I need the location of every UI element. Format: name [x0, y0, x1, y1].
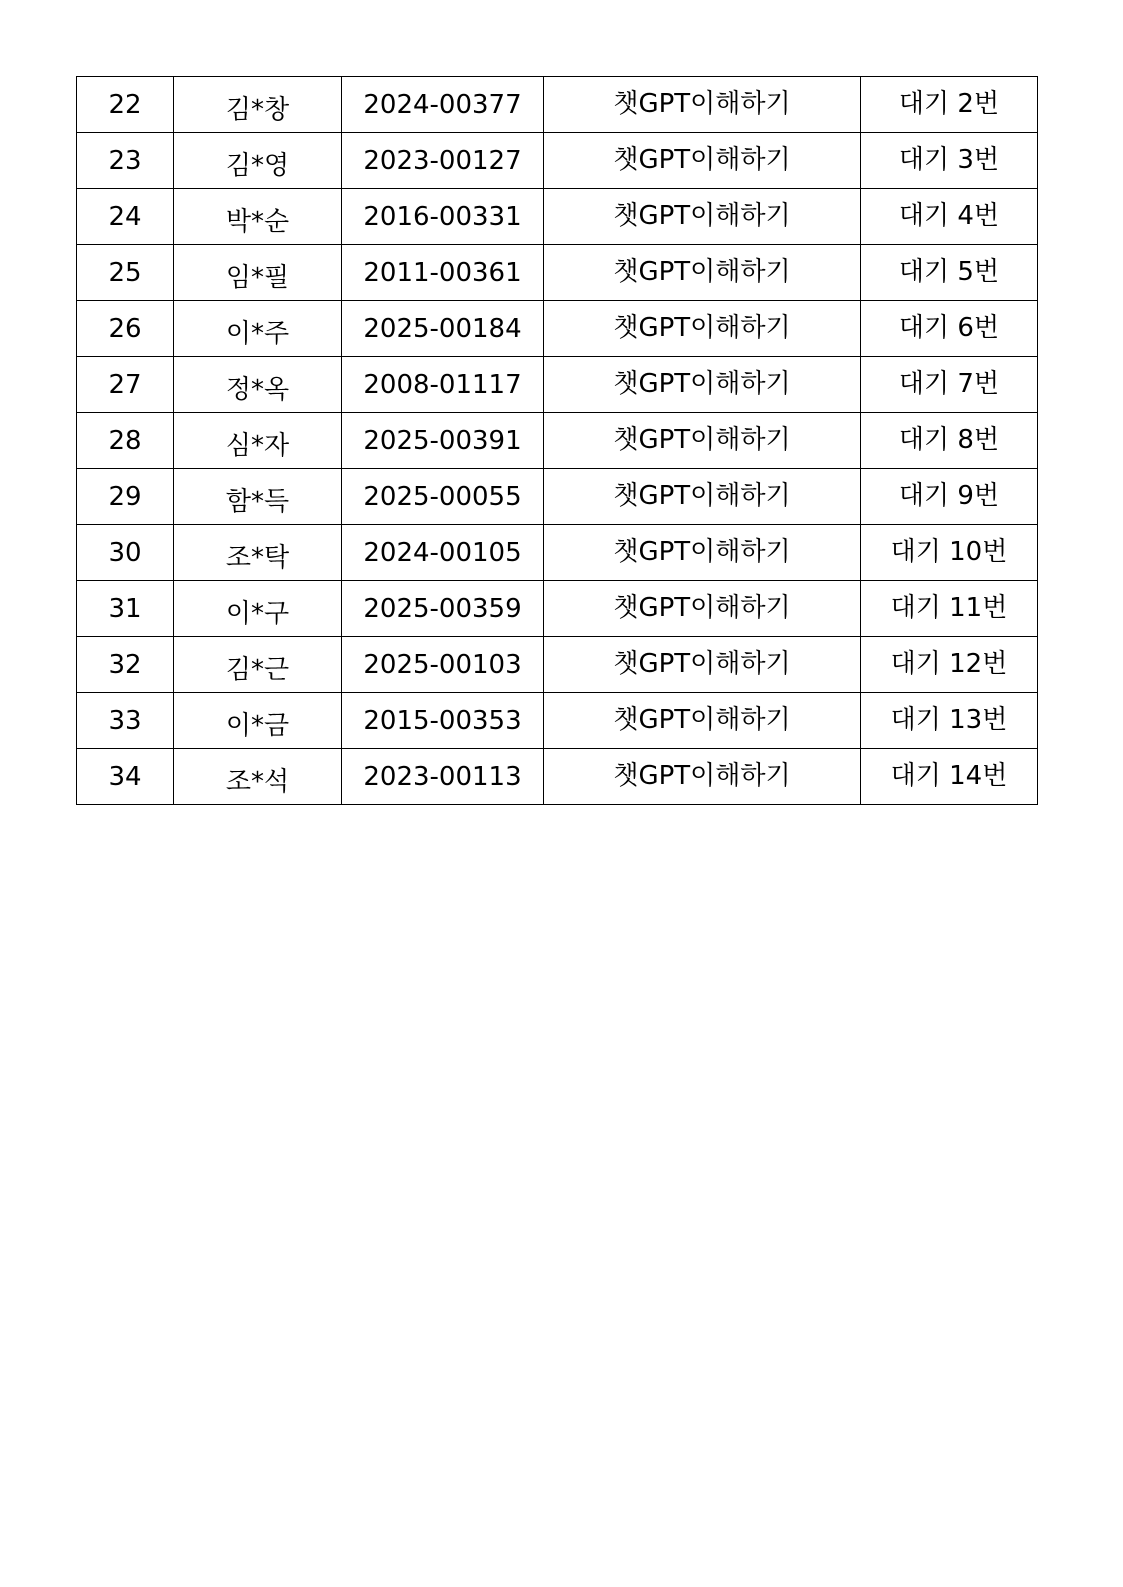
table-row	[77, 77, 1038, 133]
row-number-cell	[77, 525, 174, 581]
row-number: 32	[108, 649, 142, 680]
course-name: 챗GPT이해하기	[613, 424, 791, 455]
waitlist-status: 대기 8번	[898, 424, 1000, 455]
member-id-cell	[342, 581, 544, 637]
row-number-cell	[77, 357, 174, 413]
course-cell	[544, 77, 861, 133]
member-id-cell	[342, 77, 544, 133]
row-number-cell	[77, 469, 174, 525]
member-id-cell	[342, 357, 544, 413]
waitlist-status: 대기 5번	[898, 256, 1000, 287]
course-name: 챗GPT이해하기	[613, 144, 791, 175]
member-name: 조*석	[225, 766, 290, 797]
table-row	[77, 189, 1038, 245]
name-cell	[174, 245, 342, 301]
status-cell	[861, 245, 1038, 301]
member-id: 2023-00113	[363, 761, 522, 792]
member-name: 임*필	[225, 262, 290, 293]
name-cell	[174, 469, 342, 525]
member-name: 이*금	[225, 710, 290, 741]
member-name: 정*옥	[225, 374, 290, 405]
waitlist-status: 대기 10번	[890, 536, 1008, 567]
member-id-cell	[342, 133, 544, 189]
member-name: 함*득	[225, 486, 290, 517]
status-cell	[861, 469, 1038, 525]
member-name: 조*탁	[225, 542, 290, 573]
member-id-cell	[342, 637, 544, 693]
course-cell	[544, 413, 861, 469]
course-cell	[544, 245, 861, 301]
waitlist-status: 대기 12번	[890, 648, 1008, 679]
member-id-cell	[342, 469, 544, 525]
waitlist-status: 대기 14번	[890, 760, 1008, 791]
waitlist-status: 대기 3번	[898, 144, 1000, 175]
waitlist-status: 대기 6번	[898, 312, 1000, 343]
row-number-cell	[77, 637, 174, 693]
course-name: 챗GPT이해하기	[613, 592, 791, 623]
row-number: 24	[108, 201, 142, 232]
member-id-cell	[342, 189, 544, 245]
course-name: 챗GPT이해하기	[613, 704, 791, 735]
name-cell	[174, 637, 342, 693]
member-id: 2023-00127	[363, 145, 522, 176]
status-cell	[861, 749, 1038, 805]
member-name: 김*창	[225, 94, 290, 125]
waitlist-status: 대기 7번	[898, 368, 1000, 399]
course-cell	[544, 693, 861, 749]
course-cell	[544, 301, 861, 357]
row-number-cell	[77, 245, 174, 301]
member-id-cell	[342, 693, 544, 749]
course-cell	[544, 581, 861, 637]
row-number: 30	[108, 537, 142, 568]
member-name: 김*근	[225, 654, 290, 685]
member-id-cell	[342, 413, 544, 469]
member-id-cell	[342, 301, 544, 357]
course-name: 챗GPT이해하기	[613, 760, 791, 791]
member-id-cell	[342, 525, 544, 581]
member-id: 2008-01117	[363, 369, 522, 400]
course-cell	[544, 749, 861, 805]
table-row	[77, 693, 1038, 749]
member-id: 2025-00103	[363, 649, 522, 680]
member-id-cell	[342, 245, 544, 301]
row-number-cell	[77, 189, 174, 245]
row-number: 31	[108, 593, 142, 624]
member-id-cell	[342, 749, 544, 805]
member-id: 2016-00331	[363, 201, 522, 232]
row-number: 26	[108, 313, 142, 344]
row-number-cell	[77, 301, 174, 357]
row-number: 22	[108, 89, 142, 120]
waitlist-status: 대기 2번	[898, 88, 1000, 119]
course-name: 챗GPT이해하기	[613, 200, 791, 231]
name-cell	[174, 749, 342, 805]
row-number-cell	[77, 693, 174, 749]
course-cell	[544, 469, 861, 525]
waitlist-status: 대기 11번	[890, 592, 1008, 623]
status-cell	[861, 301, 1038, 357]
status-cell	[861, 581, 1038, 637]
table-row	[77, 245, 1038, 301]
member-id: 2025-00391	[363, 425, 522, 456]
row-number: 27	[108, 369, 142, 400]
member-id: 2025-00184	[363, 313, 522, 344]
course-cell	[544, 637, 861, 693]
member-name: 이*주	[225, 318, 290, 349]
member-id: 2024-00377	[363, 89, 522, 120]
row-number: 28	[108, 425, 142, 456]
status-cell	[861, 357, 1038, 413]
course-name: 챗GPT이해하기	[613, 648, 791, 679]
name-cell	[174, 357, 342, 413]
name-cell	[174, 525, 342, 581]
course-name: 챗GPT이해하기	[613, 88, 791, 119]
member-name: 이*구	[225, 598, 290, 629]
table-row	[77, 301, 1038, 357]
course-cell	[544, 189, 861, 245]
row-number: 34	[108, 761, 142, 792]
row-number-cell	[77, 77, 174, 133]
waitlist-table-body	[77, 77, 1038, 805]
waitlist-status: 대기 13번	[890, 704, 1008, 735]
row-number-cell	[77, 581, 174, 637]
course-name: 챗GPT이해하기	[613, 480, 791, 511]
table-row	[77, 413, 1038, 469]
status-cell	[861, 77, 1038, 133]
row-number: 33	[108, 705, 142, 736]
course-cell	[544, 525, 861, 581]
course-cell	[544, 357, 861, 413]
table-row	[77, 357, 1038, 413]
course-name: 챗GPT이해하기	[613, 368, 791, 399]
table-row	[77, 525, 1038, 581]
name-cell	[174, 693, 342, 749]
member-id: 2024-00105	[363, 537, 522, 568]
row-number-cell	[77, 413, 174, 469]
member-name: 김*영	[225, 150, 290, 181]
name-cell	[174, 581, 342, 637]
status-cell	[861, 525, 1038, 581]
course-name: 챗GPT이해하기	[613, 536, 791, 567]
row-number: 29	[108, 481, 142, 512]
member-id: 2011-00361	[363, 257, 522, 288]
course-cell	[544, 133, 861, 189]
member-name: 심*자	[225, 430, 290, 461]
waitlist-status: 대기 9번	[898, 480, 1000, 511]
member-id: 2025-00359	[363, 593, 522, 624]
name-cell	[174, 133, 342, 189]
row-number: 23	[108, 145, 142, 176]
name-cell	[174, 189, 342, 245]
row-number-cell	[77, 133, 174, 189]
waitlist-table	[76, 76, 1038, 805]
member-id: 2025-00055	[363, 481, 522, 512]
name-cell	[174, 413, 342, 469]
member-id: 2015-00353	[363, 705, 522, 736]
table-row	[77, 581, 1038, 637]
course-name: 챗GPT이해하기	[613, 312, 791, 343]
status-cell	[861, 413, 1038, 469]
row-number-cell	[77, 749, 174, 805]
row-number: 25	[108, 257, 142, 288]
table-row	[77, 637, 1038, 693]
member-name: 박*순	[225, 206, 290, 237]
status-cell	[861, 637, 1038, 693]
waitlist-status: 대기 4번	[898, 200, 1000, 231]
table-row	[77, 133, 1038, 189]
status-cell	[861, 189, 1038, 245]
table-row	[77, 749, 1038, 805]
status-cell	[861, 133, 1038, 189]
table-row	[77, 469, 1038, 525]
name-cell	[174, 301, 342, 357]
course-name: 챗GPT이해하기	[613, 256, 791, 287]
status-cell	[861, 693, 1038, 749]
name-cell	[174, 77, 342, 133]
